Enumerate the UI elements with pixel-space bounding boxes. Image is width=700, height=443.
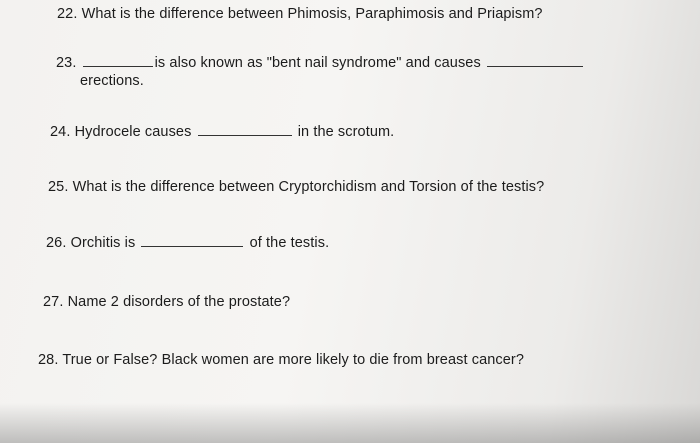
question-24-after: in the scrotum. <box>297 124 395 140</box>
question-23-middle: is also known as "bent nail syndrome" and causes <box>154 55 481 71</box>
question-27-text: 27. Name 2 disorders of the prostate? <box>43 294 291 310</box>
question-28 <box>38 352 524 368</box>
answer-blank-23b[interactable] <box>487 65 583 67</box>
question-25 <box>48 179 544 195</box>
question-24 <box>50 124 394 140</box>
question-23 <box>56 55 585 71</box>
answer-blank-23a[interactable] <box>83 65 153 67</box>
question-25-text: 25. What is the difference between Cryptorchidism and Torsion of the testis? <box>48 179 545 195</box>
question-23-continued <box>80 73 144 89</box>
question-24-before: 24. Hydrocele causes <box>50 124 192 140</box>
question-28-text: 28. True or False? Black women are more likely to die from breast cancer? <box>38 352 525 368</box>
question-23-number: 23. <box>56 55 77 71</box>
question-22 <box>57 6 543 22</box>
question-23-end: erections. <box>80 73 144 89</box>
question-26-after: of the testis. <box>249 235 330 251</box>
question-26 <box>46 235 329 251</box>
question-22-text: 22. What is the difference between Phimosis, Paraphimosis and Priapism? <box>57 6 543 22</box>
question-27 <box>43 294 290 310</box>
bottom-shadow <box>0 403 700 443</box>
answer-blank-24[interactable] <box>198 134 292 136</box>
question-26-before: 26. Orchitis is <box>46 235 136 251</box>
answer-blank-26[interactable] <box>141 245 243 247</box>
